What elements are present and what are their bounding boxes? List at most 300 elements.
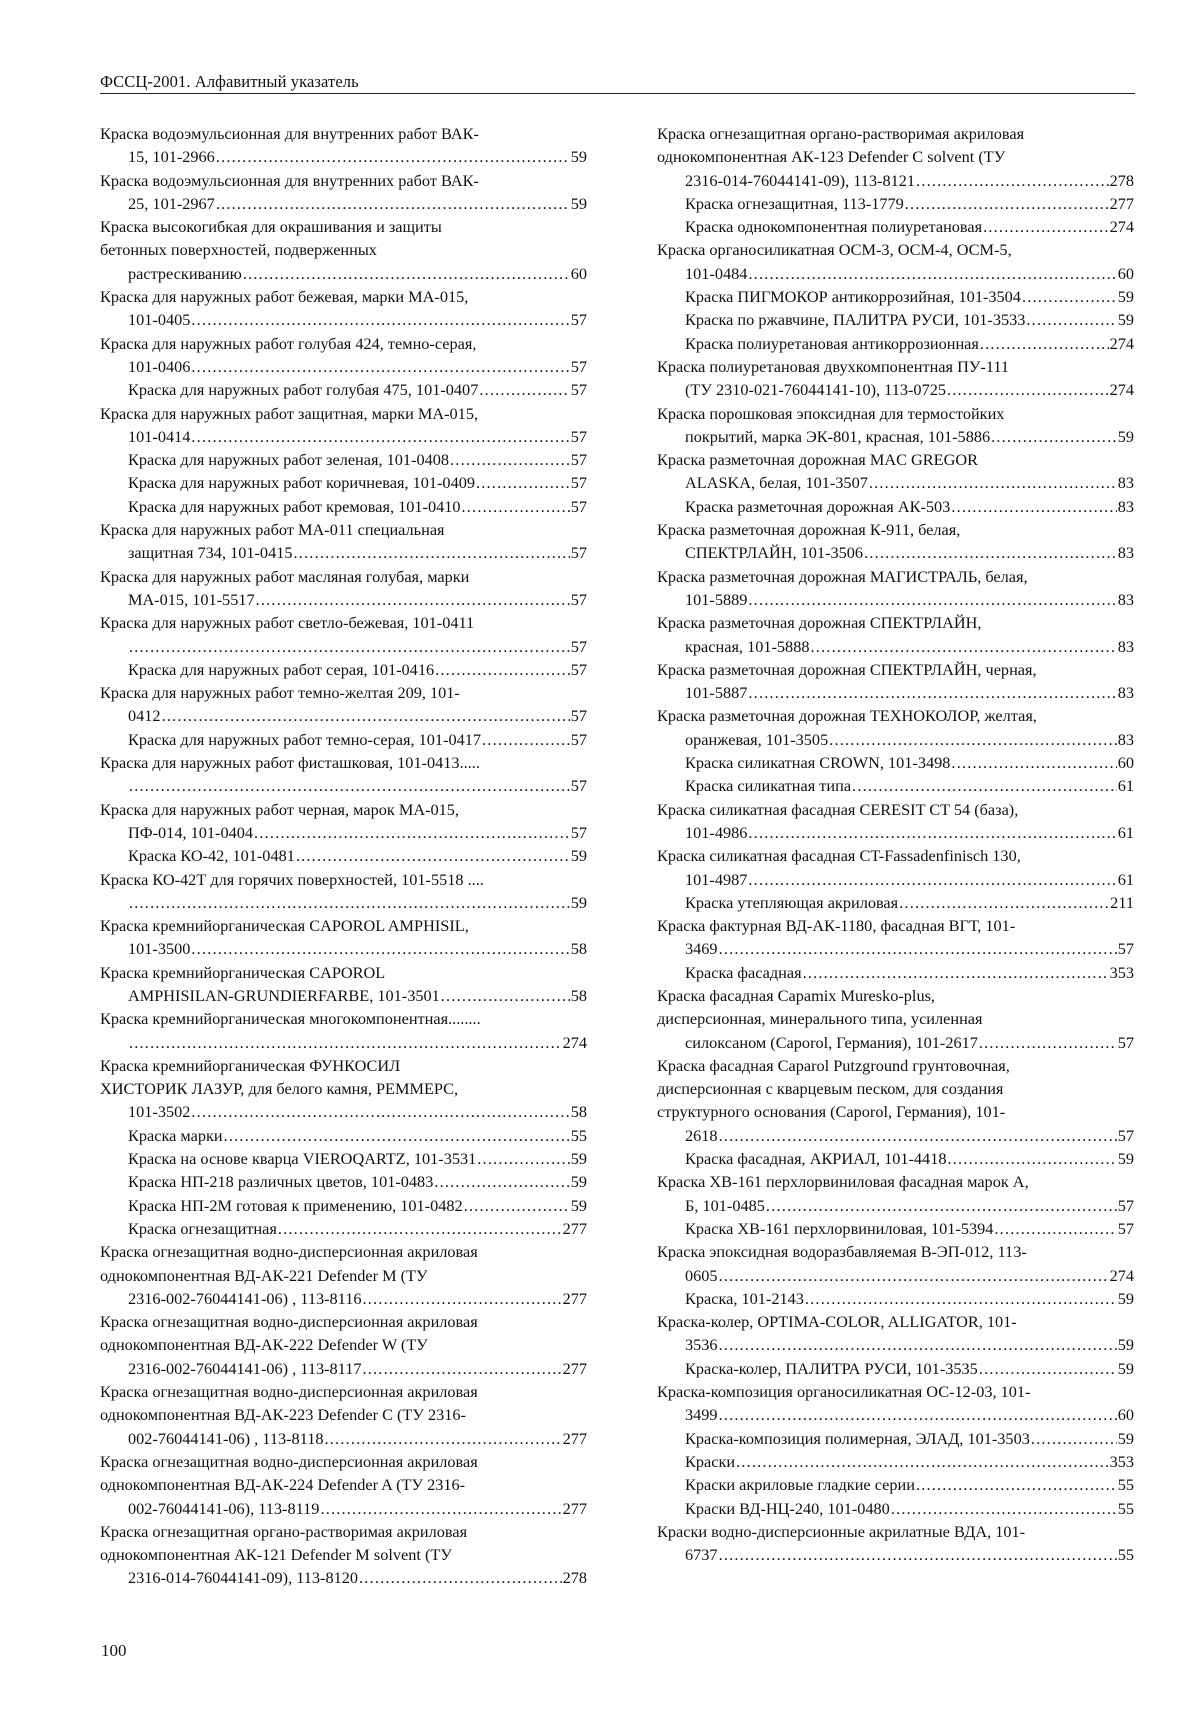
index-entry-text-last: Краска на основе кварца VIEROQARTZ, 101-3531 bbox=[128, 1149, 477, 1169]
index-entry-text-last: 101-5889 bbox=[685, 589, 748, 609]
dot-leader bbox=[216, 145, 570, 168]
index-entry-text-line: Краска разметочная дорожная К-911, белая, bbox=[657, 520, 961, 540]
index-column-right bbox=[657, 122, 1134, 1566]
index-entry bbox=[100, 1450, 587, 1520]
index-entry-text-line: Краска для наружных работ защитная, марки МА-015, bbox=[100, 403, 479, 423]
dot-leader bbox=[435, 658, 570, 681]
index-entry bbox=[657, 1450, 1134, 1473]
index-entry-text-line: Краска порошковая эпоксидная для термостойких bbox=[657, 403, 1005, 423]
dot-leader bbox=[320, 1497, 561, 1520]
index-entry-text-last: Краски акриловые гладкие серии bbox=[685, 1475, 915, 1495]
index-entry-text-line: дисперсионная, минерального типа, усиленная bbox=[657, 1009, 983, 1029]
index-entry-text-last: Краска однокомпонентная полиуретановая bbox=[685, 217, 983, 237]
index-entry-page-ref: 57 bbox=[570, 659, 587, 679]
index-entry bbox=[657, 798, 1134, 845]
index-entry bbox=[100, 565, 587, 612]
index-entry-text-line: дисперсионная с кварцевым песком, для создания bbox=[657, 1079, 1004, 1099]
index-entry-text-last: ALASKA, белая, 101-3507 bbox=[685, 473, 868, 493]
dot-leader bbox=[254, 821, 570, 844]
index-entry-page-ref: 59 bbox=[570, 1172, 587, 1192]
index-entry-page-ref: 57 bbox=[1117, 939, 1134, 959]
index-entry bbox=[100, 961, 587, 1008]
dot-leader bbox=[719, 1124, 1117, 1147]
index-entry-text-last: Краска фасадная bbox=[685, 962, 802, 982]
index-entry bbox=[100, 518, 587, 565]
index-entry-page-ref: 61 bbox=[1117, 822, 1134, 842]
index-entry-text-line: Краска огнезащитная водно-дисперсионная акриловая bbox=[100, 1382, 478, 1402]
index-entry-text-line: бетонных поверхностей, подверженных bbox=[100, 240, 377, 260]
index-entry-page-ref: 83 bbox=[1117, 636, 1134, 656]
index-entry-page-ref: 211 bbox=[1110, 892, 1134, 912]
index-entry-text-last: Краска силикатная CROWN, 101-3498 bbox=[685, 753, 951, 773]
index-entry-text-last: Краска утепляющая акриловая bbox=[685, 892, 899, 912]
index-entry-text-last: Краски bbox=[685, 1451, 736, 1471]
index-entry-text-last: 101-4987 bbox=[685, 869, 748, 889]
dot-leader bbox=[363, 1287, 562, 1310]
index-entry-text-line: однокомпонентная АК-121 Defender M solvent (ТУ bbox=[100, 1545, 452, 1565]
dot-leader bbox=[805, 1287, 1117, 1310]
index-entry-text-last: AMPHISILAN-GRUNDIERFARBE, 101-3501 bbox=[128, 985, 440, 1005]
index-entry-text-last: 25, 101-2967 bbox=[128, 193, 215, 213]
index-entry bbox=[657, 1147, 1134, 1170]
index-entry bbox=[657, 308, 1134, 331]
index-entry-page-ref: 57 bbox=[570, 776, 587, 796]
index-entry-text-line: ХИСТОРИК ЛАЗУР, для белого камня, РЕММЕРС, bbox=[100, 1079, 459, 1099]
dot-leader bbox=[869, 471, 1117, 494]
index-entry bbox=[100, 914, 587, 961]
index-entry-text-line: Краска полиуретановая двухкомпонентная ПУ-111 bbox=[657, 356, 1010, 376]
index-entry-text-line: Краска разметочная дорожная МАГИСТРАЛЬ, белая, bbox=[657, 566, 1028, 586]
index-entry-text-last: Краска разметочная дорожная АК-503 bbox=[685, 496, 951, 516]
index-entry-text-last: Краски ВД-НЦ-240, 101-0480 bbox=[685, 1498, 890, 1518]
index-entry-page-ref: 58 bbox=[570, 1102, 587, 1122]
index-entry-page-ref: 353 bbox=[1109, 962, 1134, 982]
index-entry-text-line: Краска фасадная Caparol Putzground грунтовочная, bbox=[657, 1055, 1010, 1075]
index-entry-text-line: однокомпонентная ВД-АК-222 Defender W (ТУ bbox=[100, 1335, 428, 1355]
index-entry-page-ref: 274 bbox=[562, 1032, 587, 1052]
index-entry-text-last: Краска-колер, ПАЛИТРА РУСИ, 101-3535 bbox=[685, 1358, 978, 1378]
index-entry-text-line: Краска кремнийорганическая CAPOROL AMPHISIL, bbox=[100, 916, 469, 936]
index-entry-text-last: 101-3500 bbox=[128, 939, 191, 959]
index-entry-text-line: Краска огнезащитная водно-дисперсионная акриловая bbox=[100, 1451, 478, 1471]
index-entry-page-ref: 83 bbox=[1117, 729, 1134, 749]
index-entry-text-line: Краска КО-42Т для горячих поверхностей, 101-5518 .... bbox=[100, 869, 484, 889]
index-entry-text-last: 101-0414 bbox=[128, 426, 191, 446]
index-entry-text-last: Краска по ржавчине, ПАЛИТРА РУСИ, 101-3533 bbox=[685, 310, 1026, 330]
dot-leader bbox=[256, 588, 570, 611]
index-entry-text-line: Краска разметочная дорожная MAC GREGOR bbox=[657, 450, 978, 470]
dot-leader bbox=[296, 844, 570, 867]
index-entry-page-ref: 61 bbox=[1117, 776, 1134, 796]
index-entry bbox=[657, 518, 1134, 565]
dot-leader bbox=[363, 1357, 562, 1380]
index-entry bbox=[100, 332, 587, 379]
index-entry bbox=[657, 1520, 1134, 1567]
index-entry bbox=[657, 984, 1134, 1054]
index-entry bbox=[657, 355, 1134, 402]
index-entry-page-ref: 55 bbox=[1117, 1475, 1134, 1495]
index-entry-text-last: Краска для наружных работ голубая 475, 101-0407 bbox=[128, 380, 479, 400]
dot-leader bbox=[243, 262, 570, 285]
index-entry-text-last: 101-0484 bbox=[685, 263, 748, 283]
index-entry-text-line: Краска огнезащитная водно-дисперсионная акриловая bbox=[100, 1312, 478, 1332]
index-entry bbox=[657, 495, 1134, 518]
index-entry-text-last: Краска для наружных работ коричневая, 101-0409 bbox=[128, 473, 475, 493]
index-entry-page-ref: 59 bbox=[570, 193, 587, 213]
index-entry bbox=[100, 448, 587, 471]
index-entry-text-line: Краска разметочная дорожная СПЕКТРЛАЙН, черная, bbox=[657, 659, 1037, 679]
index-entry-page-ref: 57 bbox=[1117, 1125, 1134, 1145]
index-entry-page-ref: 57 bbox=[570, 450, 587, 470]
index-entry-page-ref: 57 bbox=[1117, 1195, 1134, 1215]
index-entry-text-last: силоксаном (Caporol, Германия), 101-2617 bbox=[685, 1032, 978, 1052]
index-entry bbox=[657, 914, 1134, 961]
index-entry bbox=[657, 751, 1134, 774]
dot-leader bbox=[129, 1031, 562, 1054]
index-entry-text-line: Краска-колер, OPTIMA-COLOR, ALLIGATOR, 101- bbox=[657, 1312, 1017, 1332]
index-entry-page-ref: 277 bbox=[1109, 193, 1134, 213]
dot-leader bbox=[719, 1543, 1117, 1566]
index-entry bbox=[100, 378, 587, 401]
index-entry-text-line: Краска фасадная Capamix Muresko-plus, bbox=[657, 985, 935, 1005]
index-entry-page-ref: 57 bbox=[570, 356, 587, 376]
dot-leader bbox=[191, 937, 569, 960]
index-entry-text-last: Краска огнезащитная bbox=[128, 1218, 277, 1238]
index-entry-text-last: СПЕКТРЛАЙН, 101-3506 bbox=[685, 543, 864, 563]
dot-leader bbox=[464, 1194, 570, 1217]
index-entry bbox=[100, 728, 587, 751]
index-entry bbox=[657, 1357, 1134, 1380]
index-entry-text-line: Краска водоэмульсионная для внутренних работ ВАК- bbox=[100, 124, 479, 143]
index-entry-page-ref: 60 bbox=[570, 263, 587, 283]
index-entry bbox=[657, 285, 1134, 308]
dot-leader bbox=[191, 425, 569, 448]
index-entry-text-last: Краска полиуретановая антикоррозионная bbox=[685, 333, 979, 353]
index-entry-text-last: растрескиванию bbox=[128, 263, 242, 283]
index-entry bbox=[657, 704, 1134, 751]
dot-leader bbox=[905, 192, 1109, 215]
index-column-left bbox=[100, 122, 587, 1590]
index-entry bbox=[100, 471, 587, 494]
dot-leader bbox=[434, 1170, 569, 1193]
index-entry bbox=[657, 1473, 1134, 1496]
index-entry-page-ref: 59 bbox=[1117, 1428, 1134, 1448]
dot-leader bbox=[916, 1473, 1117, 1496]
index-entry bbox=[657, 1380, 1134, 1427]
index-entry-text-line: Краска для наружных работ голубая 424, темно-серая, bbox=[100, 333, 477, 353]
index-entry-page-ref: 55 bbox=[570, 1125, 587, 1145]
dot-leader bbox=[294, 541, 570, 564]
index-entry-text-last: 3499 bbox=[685, 1405, 718, 1425]
dot-leader bbox=[983, 215, 1108, 238]
index-entry-text-line: однокомпонентная ВД-АК-221 Defender M (ТУ bbox=[100, 1265, 428, 1285]
index-entry-text-line: Краска кремнийорганическая CAPOROL bbox=[100, 962, 386, 982]
index-entry bbox=[100, 402, 587, 449]
index-entry bbox=[657, 1310, 1134, 1357]
index-entry-text-last: 002-76044141-06), 113-8119 bbox=[128, 1498, 320, 1518]
index-entry bbox=[657, 1217, 1134, 1240]
index-entry-page-ref: 59 bbox=[570, 846, 587, 866]
index-entry-text-line: Краска для наружных работ светло-бежевая, 101-0411 bbox=[100, 613, 475, 633]
dot-leader bbox=[864, 541, 1117, 564]
dot-leader bbox=[191, 1100, 569, 1123]
dot-leader bbox=[462, 495, 570, 518]
index-entry bbox=[100, 681, 587, 728]
dot-leader bbox=[748, 588, 1116, 611]
index-entry-page-ref: 274 bbox=[1109, 1265, 1134, 1285]
index-entry-text-last: Краска КО-42, 101-0481 bbox=[128, 846, 295, 866]
index-entry bbox=[100, 611, 587, 658]
index-entry-text-last: 2316-002-76044141-06) , 113-8116 bbox=[128, 1288, 362, 1308]
index-entry bbox=[100, 1147, 587, 1170]
dot-leader bbox=[803, 961, 1109, 984]
index-entry bbox=[100, 798, 587, 845]
index-entry-page-ref: 353 bbox=[1109, 1451, 1134, 1471]
dot-leader bbox=[191, 355, 569, 378]
index-entry-page-ref: 274 bbox=[1109, 380, 1134, 400]
index-entry bbox=[100, 1170, 587, 1193]
index-entry bbox=[657, 1054, 1134, 1147]
index-entry-text-last: Краска марки bbox=[128, 1125, 223, 1145]
dot-leader bbox=[947, 378, 1109, 401]
dot-leader bbox=[191, 308, 569, 331]
dot-leader bbox=[736, 1450, 1109, 1473]
index-entry-text-line: Краска для наружных работ черная, марок МА-015, bbox=[100, 799, 459, 819]
index-entry bbox=[100, 1124, 587, 1147]
index-entry-text-last: 6737 bbox=[685, 1545, 718, 1565]
index-entry-text-last: 2316-014-76044141-09), 113-8120 bbox=[128, 1568, 359, 1588]
index-entry-page-ref: 60 bbox=[1117, 263, 1134, 283]
index-entry bbox=[100, 868, 587, 915]
dot-leader bbox=[129, 891, 570, 914]
index-entry bbox=[657, 844, 1134, 891]
index-entry-page-ref: 83 bbox=[1117, 496, 1134, 516]
index-entry bbox=[100, 1380, 587, 1450]
index-entry-text-last: оранжевая, 101-3505 bbox=[685, 729, 829, 749]
index-entry bbox=[100, 285, 587, 332]
index-entry-text-line: Краска для наружных работ масляная голубая, марки bbox=[100, 566, 470, 586]
index-entry-page-ref: 59 bbox=[570, 1149, 587, 1169]
index-entry-page-ref: 58 bbox=[570, 939, 587, 959]
index-entry-text-last: Краска для наружных работ кремовая, 101-0410 bbox=[128, 496, 461, 516]
dot-leader bbox=[951, 751, 1116, 774]
index-entry-text-last: 101-4986 bbox=[685, 822, 748, 842]
index-entry-page-ref: 277 bbox=[562, 1358, 587, 1378]
dot-leader bbox=[994, 1217, 1116, 1240]
dot-leader bbox=[991, 425, 1117, 448]
index-entry-text-line: Краска кремнийорганическая ФУНКОСИЛ bbox=[100, 1055, 401, 1075]
dot-leader bbox=[829, 728, 1117, 751]
index-entry-text-last: 101-5887 bbox=[685, 683, 748, 703]
index-entry-page-ref: 59 bbox=[570, 1195, 587, 1215]
index-entry-page-ref: 57 bbox=[570, 426, 587, 446]
index-entry bbox=[657, 402, 1134, 449]
dot-leader bbox=[979, 1031, 1117, 1054]
index-entry bbox=[100, 1520, 587, 1590]
dot-leader bbox=[129, 635, 570, 658]
index-entry-text-last: 101-0405 bbox=[128, 310, 191, 330]
index-entry-text-line: Краска водоэмульсионная для внутренних работ ВАК- bbox=[100, 170, 479, 190]
index-entry bbox=[657, 448, 1134, 495]
index-entry-page-ref: 277 bbox=[562, 1288, 587, 1308]
index-entry-text-line: Краска разметочная дорожная ТЕХНОКОЛОР, желтая, bbox=[657, 706, 1037, 726]
index-entry-text-last: Краска для наружных работ серая, 101-0416 bbox=[128, 659, 435, 679]
index-entry bbox=[657, 122, 1134, 192]
dot-leader bbox=[852, 774, 1117, 797]
index-entry-text-last: покрытий, марка ЭК-801, красная, 101-5886 bbox=[685, 426, 991, 446]
dot-leader bbox=[1031, 1427, 1117, 1450]
header-rule bbox=[100, 93, 1135, 94]
index-entry-text-last: ПФ-014, 101-0404 bbox=[128, 822, 254, 842]
index-entry-text-line: Краска для наружных работ МА-011 специальная bbox=[100, 520, 445, 540]
dot-leader bbox=[719, 937, 1117, 960]
dot-leader bbox=[979, 1357, 1117, 1380]
index-entry bbox=[657, 1287, 1134, 1310]
dot-leader bbox=[748, 868, 1116, 891]
index-entry-page-ref: 83 bbox=[1117, 683, 1134, 703]
index-entry-page-ref: 83 bbox=[1117, 543, 1134, 563]
dot-leader bbox=[748, 681, 1116, 704]
index-entry-page-ref: 59 bbox=[1117, 1358, 1134, 1378]
index-entry-page-ref: 57 bbox=[1117, 1218, 1134, 1238]
index-entry-text-line: Краска силикатная фасадная CERESIT CT 54 (база), bbox=[657, 799, 1019, 819]
dot-leader bbox=[947, 1147, 1116, 1170]
dot-leader bbox=[748, 821, 1116, 844]
index-entry-text-last: 0412 bbox=[128, 706, 161, 726]
index-entry-page-ref: 57 bbox=[570, 822, 587, 842]
index-entry-text-last: 2316-014-76044141-09), 113-8121 bbox=[685, 170, 916, 190]
index-entry bbox=[657, 658, 1134, 705]
index-entry-text-line: Краска фактурная ВД-АК-1180, фасадная ВГТ, 101- bbox=[657, 916, 1016, 936]
index-entry-text-last: Краска фасадная, АКРИАЛ, 101-4418 bbox=[685, 1149, 947, 1169]
index-entry-text-line: Краска органосиликатная ОСМ-3, ОСМ-4, ОСМ-5, bbox=[657, 240, 1012, 260]
index-entry-page-ref: 57 bbox=[570, 543, 587, 563]
index-entry-page-ref: 59 bbox=[1117, 1149, 1134, 1169]
index-entry-text-line: однокомпонентная ВД-АК-224 Defender A (ТУ 2316- bbox=[100, 1475, 466, 1495]
index-entry bbox=[100, 1310, 587, 1380]
index-entry-page-ref: 57 bbox=[570, 380, 587, 400]
index-entry-text-line: Краска для наружных работ фисташковая, 101-0413..... bbox=[100, 753, 480, 773]
dot-leader bbox=[719, 1264, 1109, 1287]
index-entry-page-ref: 59 bbox=[570, 147, 587, 167]
index-entry-page-ref: 278 bbox=[562, 1568, 587, 1588]
index-entry-page-ref: 59 bbox=[570, 892, 587, 912]
index-entry bbox=[657, 565, 1134, 612]
index-entry-page-ref: 59 bbox=[1117, 310, 1134, 330]
index-entry-page-ref: 57 bbox=[570, 589, 587, 609]
dot-leader bbox=[476, 471, 570, 494]
index-entry-page-ref: 58 bbox=[570, 985, 587, 1005]
dot-leader bbox=[719, 1333, 1117, 1356]
index-entry bbox=[657, 332, 1134, 355]
index-entry-page-ref: 274 bbox=[1109, 333, 1134, 353]
index-entry bbox=[100, 1054, 587, 1124]
index-entry bbox=[100, 1194, 587, 1217]
index-entry bbox=[100, 122, 587, 169]
index-entry-text-last: 002-76044141-06) , 113-8118 bbox=[128, 1428, 324, 1448]
index-entry bbox=[657, 238, 1134, 285]
page-header-title: ФССЦ-2001. Алфавитный указатель bbox=[100, 72, 359, 91]
index-entry bbox=[657, 891, 1134, 914]
dot-leader bbox=[1022, 285, 1117, 308]
index-entry-page-ref: 274 bbox=[1109, 217, 1134, 237]
index-entry-text-last: красная, 101-5888 bbox=[685, 636, 810, 656]
index-entry-text-last: 101-3502 bbox=[128, 1102, 191, 1122]
index-entry-text-last: МА-015, 101-5517 bbox=[128, 589, 255, 609]
index-entry-page-ref: 59 bbox=[1117, 1288, 1134, 1308]
index-entry-text-line: Краска высокогибкая для окрашивания и защиты bbox=[100, 217, 442, 237]
index-entry-text-last: защитная 734, 101-0415 bbox=[128, 543, 293, 563]
dot-leader bbox=[980, 332, 1109, 355]
dot-leader bbox=[477, 1147, 569, 1170]
index-entry-page-ref: 60 bbox=[1117, 753, 1134, 773]
index-entry-page-ref: 59 bbox=[1117, 1335, 1134, 1355]
dot-leader bbox=[216, 192, 570, 215]
dot-leader bbox=[951, 495, 1116, 518]
index-entry-text-last: 3469 bbox=[685, 939, 718, 959]
index-entry-text-line: Краска огнезащитная водно-дисперсионная акриловая bbox=[100, 1242, 478, 1262]
index-entry-page-ref: 55 bbox=[1117, 1545, 1134, 1565]
index-entry bbox=[100, 751, 587, 798]
dot-leader bbox=[719, 1403, 1117, 1426]
index-entry bbox=[100, 495, 587, 518]
dot-leader bbox=[479, 378, 569, 401]
index-entry bbox=[657, 215, 1134, 238]
index-entry-text-last: 101-0406 bbox=[128, 356, 191, 376]
index-entry bbox=[100, 169, 587, 216]
index-entry bbox=[100, 1007, 587, 1054]
dot-leader bbox=[891, 1497, 1117, 1520]
index-entry-text-line: Краска ХВ-161 перхлорвиниловая фасадная марок А, bbox=[657, 1172, 1029, 1192]
dot-leader bbox=[359, 1566, 562, 1589]
index-entry bbox=[657, 1240, 1134, 1287]
index-entry-text-last: Краска, 101-2143 bbox=[685, 1288, 804, 1308]
index-entry bbox=[100, 1240, 587, 1310]
dot-leader bbox=[916, 169, 1109, 192]
index-entry-text-last: 15, 101-2966 bbox=[128, 147, 215, 167]
dot-leader bbox=[224, 1124, 570, 1147]
index-entry-text-last: Краска силикатная типа bbox=[685, 776, 852, 796]
index-entry bbox=[100, 1217, 587, 1240]
page-number: 100 bbox=[101, 1641, 127, 1660]
index-entry-text-last: Краска ПИГМОКОР антикоррозийная, 101-3504 bbox=[685, 287, 1021, 307]
index-entry bbox=[100, 844, 587, 867]
index-entry-text-line: Краска-композиция органосиликатная ОС-12-03, 101- bbox=[657, 1382, 1031, 1402]
dot-leader bbox=[162, 704, 570, 727]
index-entry-text-last: Краска для наружных работ зеленая, 101-0408 bbox=[128, 450, 450, 470]
index-entry-page-ref: 60 bbox=[1117, 1405, 1134, 1425]
dot-leader bbox=[899, 891, 1109, 914]
index-entry-text-line: однокомпонентная ВД-АК-223 Defender C (ТУ 2316- bbox=[100, 1405, 466, 1425]
dot-leader bbox=[810, 635, 1116, 658]
dot-leader bbox=[278, 1217, 562, 1240]
index-entry-text-last: Краска НП-218 различных цветов, 101-0483 bbox=[128, 1172, 434, 1192]
dot-leader bbox=[325, 1427, 562, 1450]
index-entry-page-ref: 59 bbox=[1117, 426, 1134, 446]
index-entry-text-last: Краска-композиция полимерная, ЭЛАД, 101-3503 bbox=[685, 1428, 1030, 1448]
index-entry-page-ref: 277 bbox=[562, 1428, 587, 1448]
index-entry-text-last: Краска ХВ-161 перхлорвиниловая, 101-5394 bbox=[685, 1218, 994, 1238]
index-entry-page-ref: 59 bbox=[1117, 287, 1134, 307]
index-entry-text-last: 2618 bbox=[685, 1125, 718, 1145]
dot-leader bbox=[1026, 308, 1116, 331]
index-entry-text-line: Краска эпоксидная водоразбавляемая В-ЭП-012, 113- bbox=[657, 1242, 1027, 1262]
index-entry bbox=[657, 1497, 1134, 1520]
index-entry bbox=[657, 1170, 1134, 1217]
dot-leader bbox=[766, 1194, 1117, 1217]
index-entry-page-ref: 57 bbox=[570, 310, 587, 330]
index-entry-page-ref: 57 bbox=[570, 473, 587, 493]
